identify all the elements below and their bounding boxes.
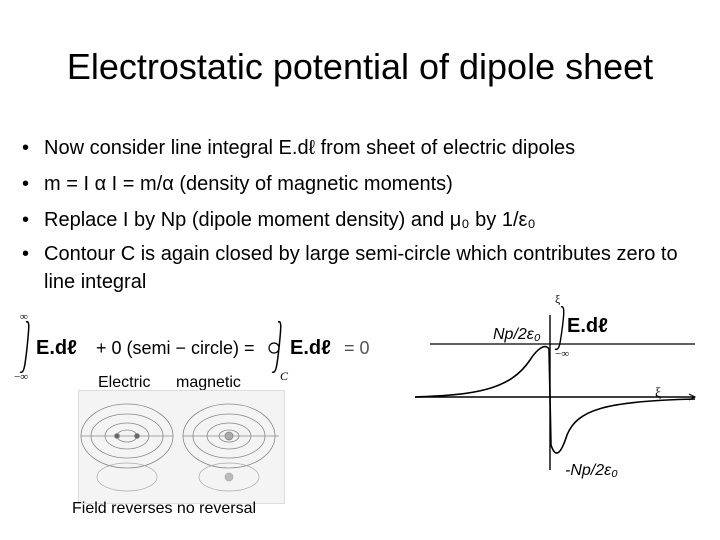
neg-level-label: -Np/2ε₀ [565, 462, 618, 479]
closed-integral-sign [272, 322, 281, 373]
graph-integral-lower: −∞ [555, 348, 570, 360]
bullet-contour: • Contour C is again closed by large semi-circle which contributes zero to line integral [22, 238, 712, 296]
graph-field-term: E.dℓ [567, 315, 608, 337]
semicircle-term: + 0 (semi − circle) = [96, 338, 255, 358]
equals-zero: = 0 [344, 338, 370, 358]
magnetic-label: magnetic [176, 374, 241, 391]
slide-title: Electrostatic potential of dipole sheet [66, 46, 654, 87]
closed-contour-circle [269, 343, 279, 353]
pos-level-label: Np/2ε₀ [493, 326, 541, 343]
x-axis-label: ξ [655, 386, 662, 401]
potential-curve [415, 347, 695, 453]
contour-label: C [280, 369, 289, 383]
lower-field-lines [97, 463, 259, 491]
lower-limit: −∞ [14, 371, 29, 383]
integral-sign [20, 322, 29, 373]
line-integral-equation [12, 308, 392, 383]
electric-label: Electric [98, 374, 151, 391]
magnetic-dipole-field [183, 404, 279, 468]
bullet-line-integral: • Now consider line integral E.dℓ from sheet of electric dipoles [22, 130, 712, 166]
bullet-replace: • Replace I by Np (dipole moment density) and μ₀ by 1/ε₀ [22, 202, 712, 238]
field-term-2: E.dℓ [290, 337, 331, 359]
bullet-list [22, 130, 712, 296]
field-caption: Field reverses no reversal [72, 500, 257, 517]
electric-dipole-field [81, 404, 173, 468]
upper-limit: ∞ [20, 311, 28, 323]
graph-integral-upper: ξ [555, 292, 561, 306]
graph-integral-sign [555, 307, 564, 350]
field-term-1: E.dℓ [36, 337, 77, 359]
bullet-magnetic-density: • m = I α I = m/α (density of magnetic moments) [22, 166, 712, 202]
field-lines-image [78, 390, 285, 504]
potential-graph [405, 285, 710, 485]
